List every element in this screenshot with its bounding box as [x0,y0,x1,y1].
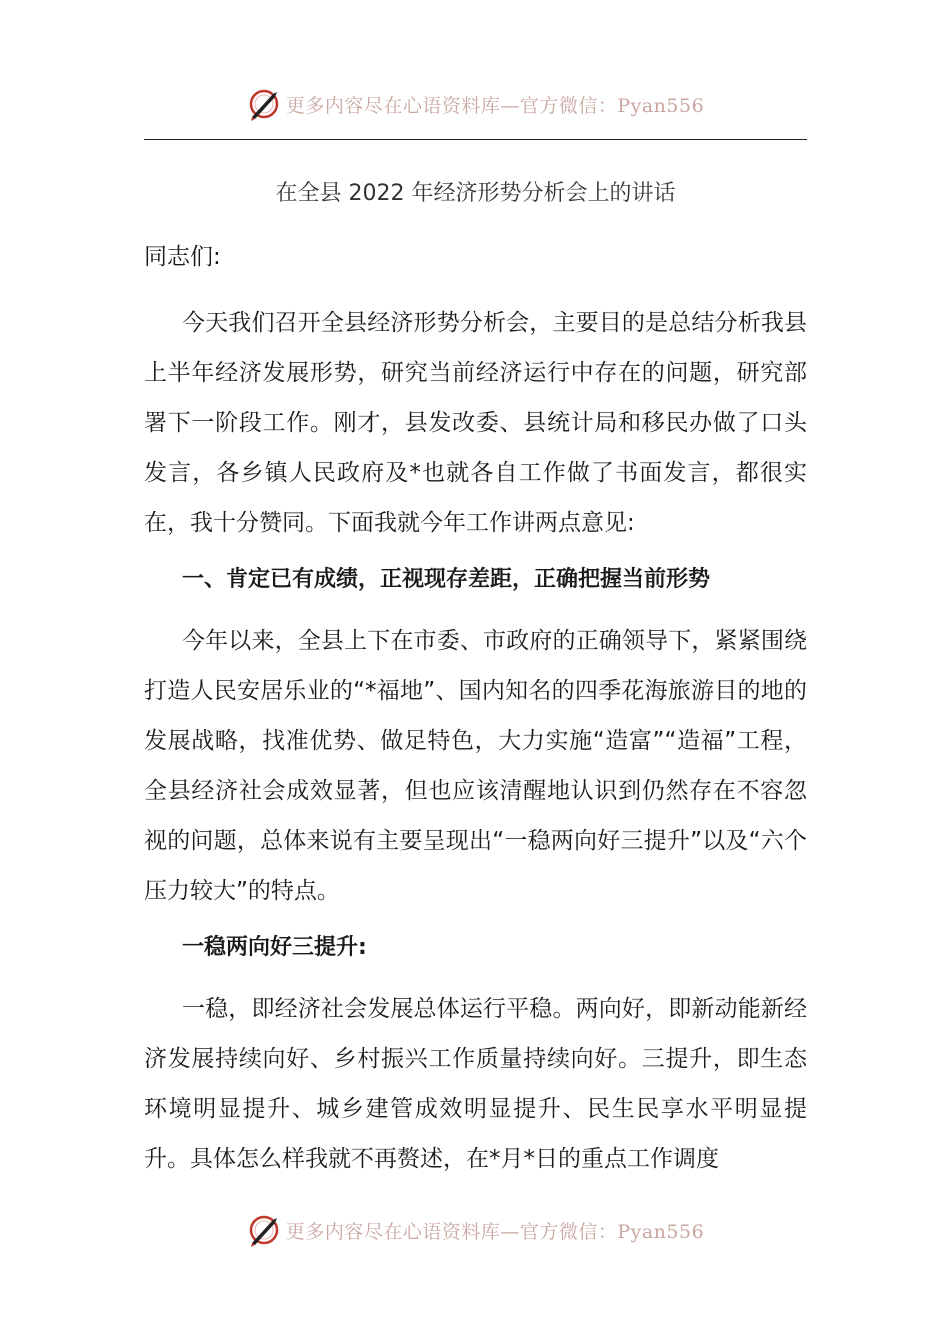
watermark-text: 更多内容尽在心语资料库—官方微信：Pyan556 [285,94,705,117]
paragraph-intro: 今天我们召开全县经济形势分析会，主要目的是总结分析我县上半年经济发展形势，研究当前经济运行中存在的问题，研究部署下一阶段工作。刚才，县发改委、县统计局和移民办做了口头发言，各乡镇人民政府及*也就各自工作做了书面发言，都很实在，我十分赞同。下面我就今年工作讲两点意见: [144,310,807,536]
section-heading-1: 一、肯定已有成绩，正视现存差距，正确把握当前形势 [182,567,711,592]
pen-circle-logo-icon [246,86,282,122]
header-divider [144,139,807,140]
header-watermark [0,84,950,124]
document-body [144,236,807,1196]
paragraph-details: 一稳，即经济社会发展总体运行平稳。两向好，即新动能新经济发展持续向好、乡村振兴工作质量持续向好。三提升，即生态环境明显提升、城乡建管成效明显提升、民生民享水平明显提升。具体怎么样我就不再赘述，在*月*日的重点工作调度 [144,996,807,1172]
pen-circle-logo-icon [246,1212,282,1248]
watermark-text: 更多内容尽在心语资料库—官方微信：Pyan556 [285,1220,705,1243]
subsection-heading: 一稳两向好三提升: [182,935,367,960]
document-title: 在全县 2022 年经济形势分析会上的讲话 [275,181,676,206]
salutation: 同志们: [144,244,221,270]
footer-watermark [0,1210,950,1250]
paragraph-situation: 今年以来，全县上下在市委、市政府的正确领导下，紧紧围绕打造人民安居乐业的“*福地”、国内知名的四季花海旅游目的地的发展战略，找准优势、做足特色，大力实施“造富”“造福”工程，全县经济社会成效显著，但也应该清醒地认识到仍然存在不容忽视的问题，总体来说有主要呈现出“一稳两向好三提升”以及“六个压力较大”的特点。 [144,628,807,904]
